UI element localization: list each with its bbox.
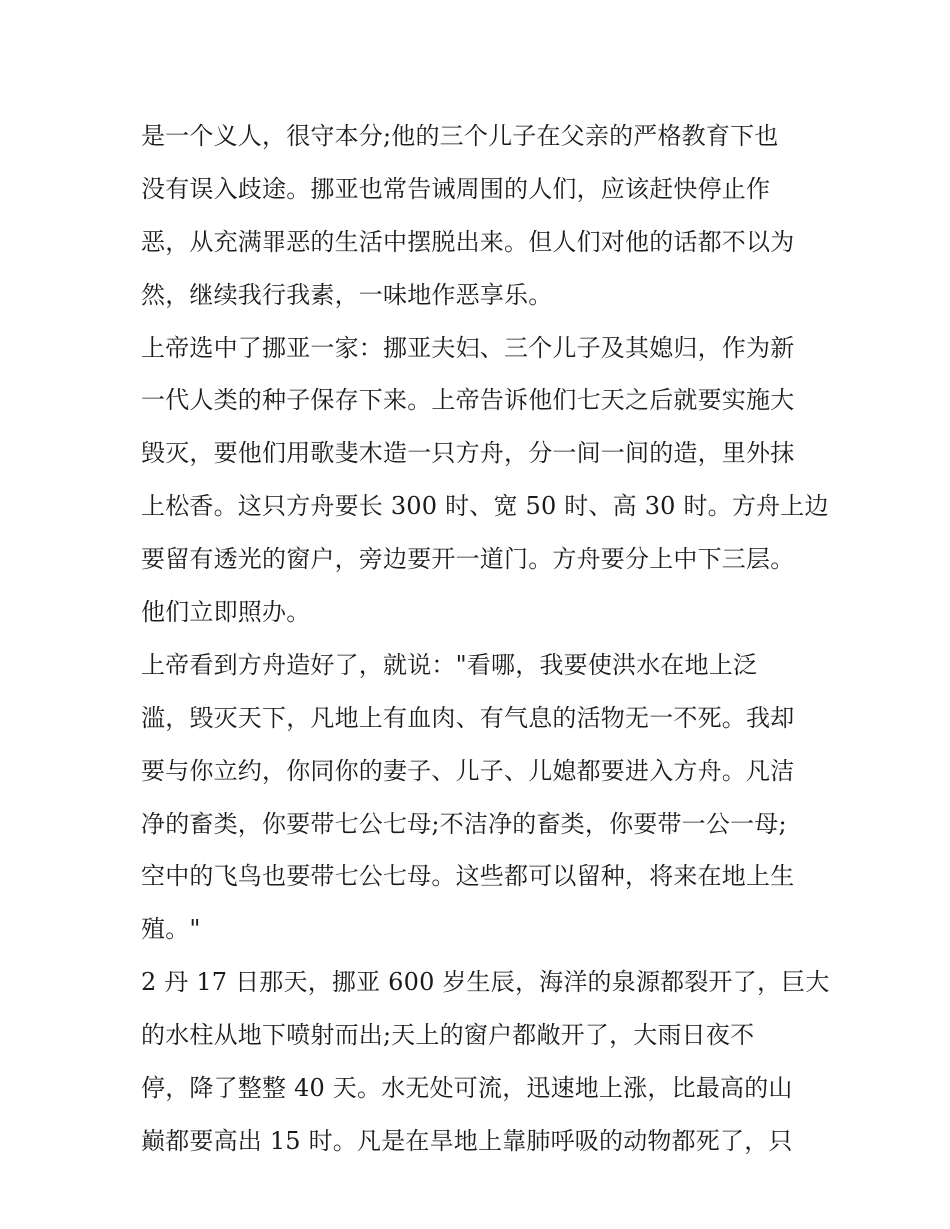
text-line: 上帝看到方舟造好了，就说："看哪，我要使洪水在地上泛 bbox=[141, 650, 758, 679]
text-line: 殖。" bbox=[141, 915, 201, 944]
text-line: 没有误入歧途。挪亚也常告诫周围的人们，应该赶快停止作 bbox=[141, 174, 771, 203]
text-line: 滥，毁灭天下，凡地上有血肉、有气息的活物无一不死。我却 bbox=[141, 703, 795, 732]
text-line: 是一个义人，很守本分;他的三个儿子在父亲的严格教育下也 bbox=[141, 122, 779, 150]
document-body bbox=[141, 110, 830, 1168]
text-line: 的水柱从地下喷射而出;天上的窗户都敞开了，大雨日夜不 bbox=[141, 1021, 755, 1050]
text-line: 恶，从充满罪恶的生活中摆脱出来。但人们对他的话都不以为 bbox=[141, 227, 795, 256]
text-line: 净的畜类，你要带七公七母;不洁净的畜类，你要带一公一母; bbox=[141, 809, 787, 838]
text-line: 要与你立约，你同你的妻子、儿子、儿媳都要进入方舟。凡洁 bbox=[141, 756, 795, 785]
text-line: 然，继续我行我素，一味地作恶享乐。 bbox=[141, 280, 553, 309]
text-line: 巅都要高出 15 时。凡是在旱地上靠肺呼吸的动物都死了，只 bbox=[141, 1126, 793, 1155]
text-line: 停，降了整整 40 天。水无处可流，迅速地上涨，比最高的山 bbox=[141, 1074, 793, 1103]
text-line: 空中的飞鸟也要带七公七母。这些都可以留种，将来在地上生 bbox=[141, 862, 795, 891]
text-line: 他们立即照办。 bbox=[141, 598, 311, 627]
text-line: 上松香。这只方舟要长 300 时、宽 50 时、高 30 时。方舟上边 bbox=[141, 492, 829, 521]
text-line: 要留有透光的窗户，旁边要开一道门。方舟要分上中下三层。 bbox=[141, 545, 795, 574]
text-line: 2 丹 17 日那天，挪亚 600 岁生辰，海洋的泉源都裂开了，巨大 bbox=[141, 968, 830, 997]
text-line: 上帝选中了挪亚一家：挪亚夫妇、三个儿子及其媳归，作为新 bbox=[141, 333, 795, 362]
text-line: 毁灭，要他们用歌斐木造一只方舟，分一间一间的造，里外抹 bbox=[141, 439, 795, 468]
text-line: 一代人类的种子保存下来。上帝告诉他们七天之后就要实施大 bbox=[141, 386, 795, 415]
